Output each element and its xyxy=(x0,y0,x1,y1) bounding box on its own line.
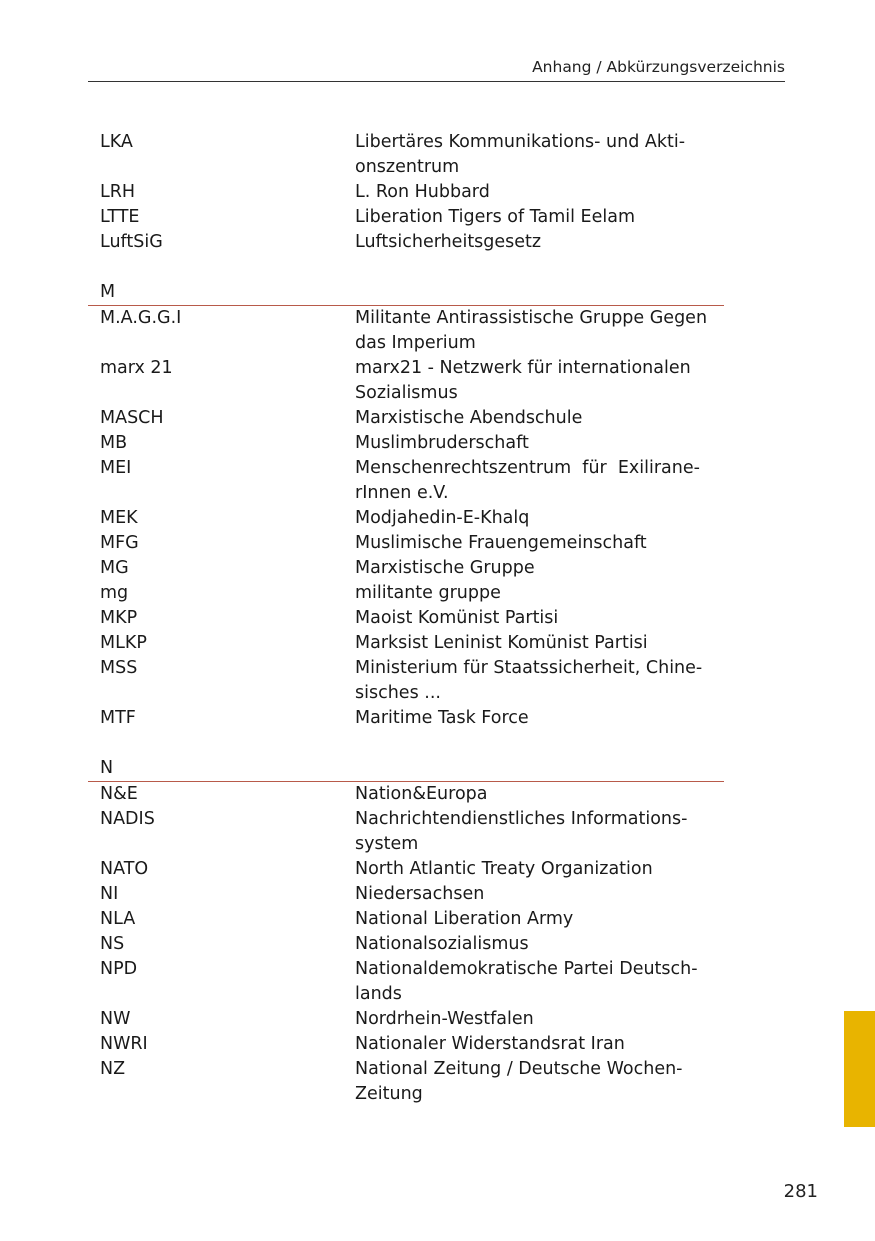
abbreviation-entry xyxy=(100,1007,724,1032)
abbreviation: MTF xyxy=(100,708,136,728)
definition xyxy=(355,456,724,506)
abbreviation-entry xyxy=(100,431,724,456)
header-title: Anhang / Abkürzungsverzeichnis xyxy=(532,58,785,76)
abbreviation: MFG xyxy=(100,533,139,553)
abbreviation: NADIS xyxy=(100,809,155,829)
abbreviation-entry xyxy=(100,706,724,731)
abbreviation: marx 21 xyxy=(100,358,173,378)
definition-line: Luftsicherheitsgesetz xyxy=(355,232,542,252)
definition-line: Modjahedin-E-Khalq xyxy=(355,508,530,528)
definition-line: Muslimische Frauengemeinschaft xyxy=(355,533,647,553)
definition-line: das Imperium xyxy=(355,333,476,353)
abbreviation: NATO xyxy=(100,859,149,879)
running-header xyxy=(88,58,785,82)
abbreviation: NPD xyxy=(100,959,138,979)
definition-line: National Zeitung / Deutsche Wochen- xyxy=(355,1059,683,1079)
definition-line: Libertäres Kommunikations- und Akti- xyxy=(355,132,686,152)
definition xyxy=(355,406,724,431)
definition-line: Nationaler Widerstandsrat Iran xyxy=(355,1034,625,1054)
abbreviation-entry xyxy=(100,506,724,531)
definition xyxy=(355,180,724,205)
definition-line: rInnen e.V. xyxy=(355,483,449,503)
definition xyxy=(355,656,724,706)
definition-line: North Atlantic Treaty Organization xyxy=(355,859,653,879)
definition xyxy=(355,581,724,606)
definition-line: Nordrhein-Westfalen xyxy=(355,1009,534,1029)
definition xyxy=(355,356,724,406)
definition-line: Nationalsozialismus xyxy=(355,934,529,954)
abbreviation: LuftSiG xyxy=(100,232,163,252)
section-letter: M xyxy=(100,282,116,302)
definition xyxy=(355,1007,724,1032)
abbreviation: MASCH xyxy=(100,408,164,428)
definition-line: Marxistische Abendschule xyxy=(355,408,583,428)
abbreviation-entry xyxy=(100,180,724,205)
abbreviation-entry xyxy=(100,205,724,230)
definition xyxy=(355,431,724,456)
abbreviation-entry xyxy=(100,556,724,581)
abbreviation-entry xyxy=(100,782,724,807)
abbreviation: LKA xyxy=(100,132,133,152)
abbreviation: MG xyxy=(100,558,129,578)
definition-line: Militante Antirassistische Gruppe Gegen xyxy=(355,308,708,328)
definition-line: lands xyxy=(355,984,402,1004)
definition xyxy=(355,230,724,255)
thumb-index-tab xyxy=(844,1011,875,1127)
definition-line: Niedersachsen xyxy=(355,884,485,904)
abbreviation: mg xyxy=(100,583,129,603)
definition-line: Nation&Europa xyxy=(355,784,488,804)
definition xyxy=(355,306,724,356)
definition-line: militante gruppe xyxy=(355,583,501,603)
definition-line: system xyxy=(355,834,419,854)
definition-line: L. Ron Hubbard xyxy=(355,182,490,202)
abbreviation-entry xyxy=(100,1057,724,1107)
definition xyxy=(355,782,724,807)
abbreviation: MLKP xyxy=(100,633,147,653)
abbreviation-entry xyxy=(100,882,724,907)
definition-line: Maoist Komünist Partisi xyxy=(355,608,559,628)
definition-line: Sozialismus xyxy=(355,383,458,403)
abbreviation: LRH xyxy=(100,182,136,202)
abbreviation-entry xyxy=(100,957,724,1007)
definition-line: Nationaldemokratische Partei Deutsch- xyxy=(355,959,698,979)
definition-line: marx21 - Netzwerk für internationalen xyxy=(355,358,691,378)
abbreviation: NS xyxy=(100,934,125,954)
definition-line: Nachrichtendienstliches Informations- xyxy=(355,809,688,829)
abbreviation: MEI xyxy=(100,458,132,478)
definition xyxy=(355,1057,724,1107)
definition-line: onszentrum xyxy=(355,157,460,177)
abbreviation-entry xyxy=(100,230,724,255)
abbreviation-entry xyxy=(100,857,724,882)
definition xyxy=(355,205,724,230)
definition-line: Marksist Leninist Komünist Partisi xyxy=(355,633,648,653)
abbreviation-entry xyxy=(100,1032,724,1057)
abbreviation-entry xyxy=(100,456,724,506)
definition-line: Marxistische Gruppe xyxy=(355,558,535,578)
definition xyxy=(355,1032,724,1057)
definition xyxy=(355,882,724,907)
abbreviation: NI xyxy=(100,884,119,904)
definition xyxy=(355,556,724,581)
abbreviation-entry xyxy=(100,932,724,957)
definition xyxy=(355,807,724,857)
definition xyxy=(355,957,724,1007)
section-letter: N xyxy=(100,758,114,778)
abbreviation-entry xyxy=(100,581,724,606)
definition xyxy=(355,907,724,932)
abbreviation-entry xyxy=(100,807,724,857)
definition-line: Zeitung xyxy=(355,1084,423,1104)
page-number: 281 xyxy=(783,1181,818,1202)
abbreviation: LTTE xyxy=(100,207,140,227)
abbreviation: MB xyxy=(100,433,128,453)
abbreviation: NLA xyxy=(100,909,136,929)
definition-line: Liberation Tigers of Tamil Eelam xyxy=(355,207,635,227)
definition xyxy=(355,857,724,882)
abbreviation: N&E xyxy=(100,784,138,804)
abbreviation-entry xyxy=(100,356,724,406)
abbreviation: NW xyxy=(100,1009,131,1029)
definition xyxy=(355,606,724,631)
definition xyxy=(355,631,724,656)
definition-line: Muslimbruderschaft xyxy=(355,433,529,453)
abbreviation-entry xyxy=(100,406,724,431)
definition-line: Menschenrechtszentrum für Exilirane- xyxy=(355,458,700,478)
abbreviation-list xyxy=(100,130,724,1107)
abbreviation-entry xyxy=(100,531,724,556)
definition xyxy=(355,531,724,556)
definition xyxy=(355,130,724,180)
abbreviation-entry xyxy=(100,606,724,631)
definition xyxy=(355,932,724,957)
definition-line: sisches ... xyxy=(355,683,441,703)
abbreviation: MEK xyxy=(100,508,138,528)
abbreviation: MSS xyxy=(100,658,138,678)
abbreviation-entry xyxy=(100,656,724,706)
abbreviation: M.A.G.G.I xyxy=(100,308,182,328)
definition-line: Maritime Task Force xyxy=(355,708,529,728)
definition xyxy=(355,706,724,731)
abbreviation: NWRI xyxy=(100,1034,148,1054)
definition-line: Ministerium für Staatssicherheit, Chine- xyxy=(355,658,703,678)
definition xyxy=(355,506,724,531)
abbreviation: NZ xyxy=(100,1059,126,1079)
abbreviation: MKP xyxy=(100,608,138,628)
abbreviation-entry xyxy=(100,631,724,656)
abbreviation-entry xyxy=(100,907,724,932)
definition-line: National Liberation Army xyxy=(355,909,574,929)
abbreviation-entry xyxy=(100,306,724,356)
abbreviation-entry xyxy=(100,130,724,180)
